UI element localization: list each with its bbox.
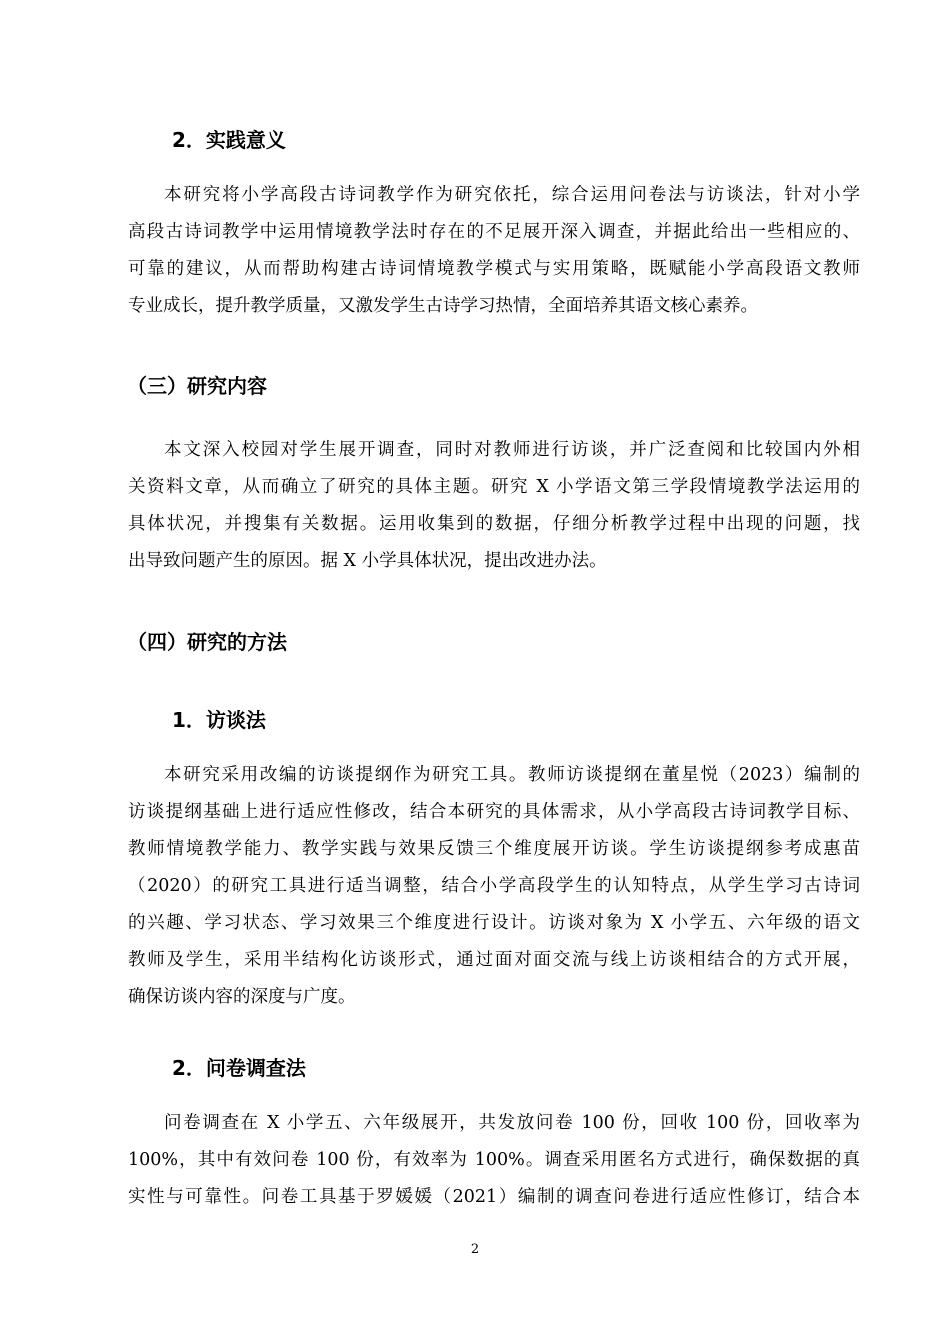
paragraph-line: 本研究采用改编的访谈提纲作为研究工具。教师访谈提纲在董星悦（2023）编制的 [164,765,860,785]
page-number: 2 [470,1242,480,1257]
paragraph-research-content [128,432,860,580]
heading-research-content: （三）研究内容 [127,374,267,398]
paragraph-practical-significance [128,177,860,325]
paragraph-line: 问卷调查在 X 小学五、六年级展开，共发放问卷 100 份，回收 100 份，回收率为 [164,1113,860,1133]
paragraph-line: 关资料文章，从而确立了研究的具体主题。研究 X 小学语文第三学段情境教学法运用的 [128,477,860,497]
paragraph-line: 高段古诗词教学中运用情境教学法时存在的不足展开深入调查，并据此给出一些相应的、 [128,222,860,242]
paragraph-line: 教师及学生，采用半结构化访谈形式，通过面对面交流与线上访谈相结合的方式开展， [128,950,860,970]
paragraph-interview-method [128,757,860,1016]
paragraph-line: 专业成长，提升教学质量，又激发学生古诗学习热情，全面培养其语文核心素养。 [128,296,758,316]
paragraph-line: 实性与可靠性。问卷工具基于罗媛媛（2021）编制的调查问卷进行适应性修订，结合本 [128,1187,860,1207]
paragraph-line: 本研究将小学高段古诗词教学作为研究依托，综合运用问卷法与访谈法，针对小学 [164,185,860,205]
paragraph-line: 确保访谈内容的深度与广度。 [128,987,356,1007]
paragraph-line: 出导致问题产生的原因。据 X 小学具体状况，提出改进办法。 [128,551,607,571]
paragraph-line: 可靠的建议，从而帮助构建古诗词情境教学模式与实用策略，既赋能小学高段语文教师 [128,259,860,279]
paragraph-line: （2020）的研究工具进行适当调整，结合小学高段学生的认知特点，从学生学习古诗词 [128,876,860,896]
paragraph-line: 访谈提纲基础上进行适应性修改，结合本研究的具体需求，从小学高段古诗词教学目标、 [128,802,860,822]
paragraph-line: 具体状况，并搜集有关数据。运用收集到的数据，仔细分析教学过程中出现的问题，找 [128,514,860,534]
heading-interview-method: 1．访谈法 [172,708,266,732]
paragraph-questionnaire-method [128,1105,860,1216]
paragraph-line: 本文深入校园对学生展开调查，同时对教师进行访谈，并广泛查阅和比较国内外相 [164,440,860,460]
heading-practical-significance: 2．实践意义 [172,128,286,152]
heading-questionnaire-method: 2．问卷调查法 [172,1056,306,1080]
heading-research-methods: （四）研究的方法 [127,630,287,654]
paragraph-line: 的兴趣、学习状态、学习效果三个维度进行设计。访谈对象为 X 小学五、六年级的语文 [128,913,860,933]
paragraph-line: 教师情境教学能力、教学实践与效果反馈三个维度展开访谈。学生访谈提纲参考成惠苗 [128,839,860,859]
paragraph-line: 100%，其中有效问卷 100 份，有效率为 100%。调查采用匿名方式进行，确保数据的真 [128,1150,860,1170]
